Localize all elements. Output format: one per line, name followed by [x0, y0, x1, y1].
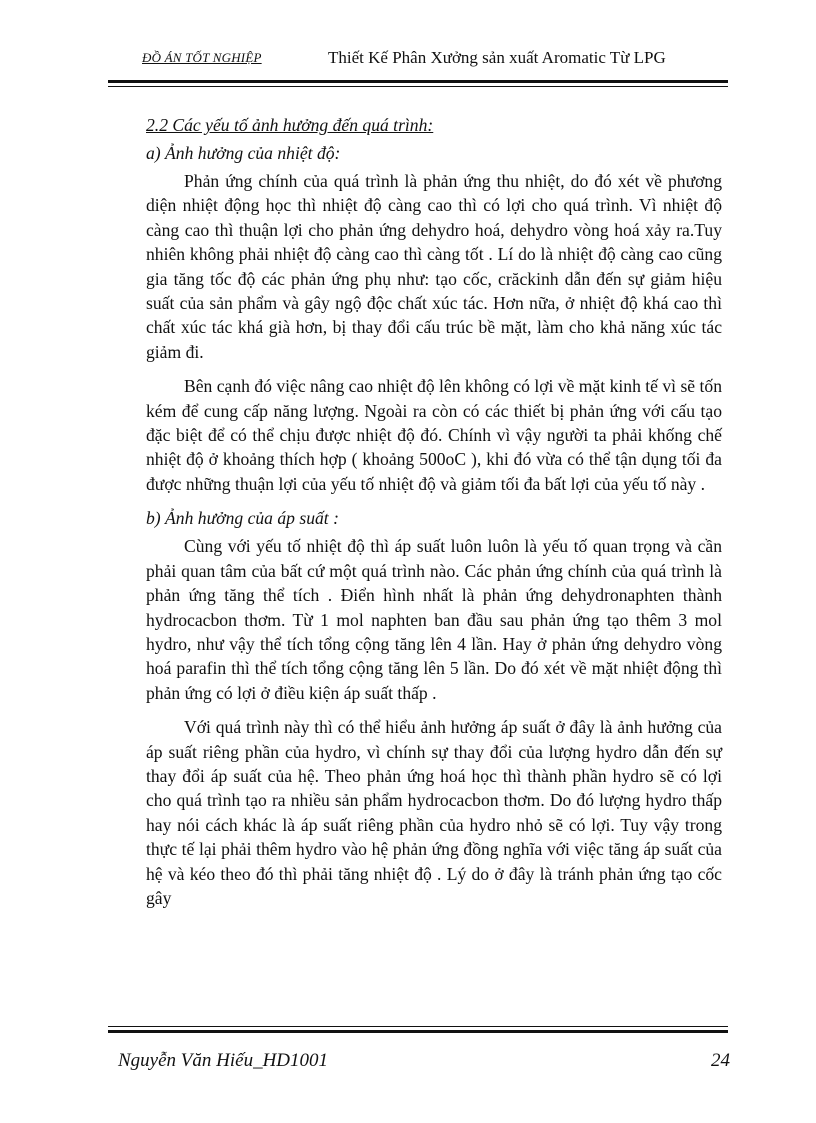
footer-divider-thick [108, 1030, 728, 1033]
footer-divider-thin [108, 1026, 728, 1027]
subsection-heading-temperature: a) Ảnh hưởng của nhiệt độ: [146, 143, 341, 163]
header-divider-thin [108, 86, 728, 87]
footer-author: Nguyễn Văn Hiếu_HD1001 [118, 1050, 329, 1071]
page-number: 24 [711, 1050, 730, 1071]
paragraph: Cùng với yếu tố nhiệt độ thì áp suất luôn luôn là yếu tố quan trọng và cần phải quan tâm của bất cứ một quá trình nào. Các phản ứng chính của quá trình là phản ứng tăng thể tích . Điển hình nhất là phản ứng dehydronaphten thành hydrocacbon thơm. Từ 1 mol naphten ban đầu sau phản ứng tạo thêm 3 mol hydro, như vậy thể tích tổng cộng tăng lên 4 lần. Hay ở phản ứng dehydro vòng hoá parafin thì thể tích tổng cộng tăng lên 5 lần. Do đó xét về mặt nhiệt động thì phản ứng có lợi ở điều kiện áp suất thấp . [146, 536, 722, 703]
header-thesis-label: ĐỒ ÁN TỐT NGHIỆP [142, 50, 262, 65]
header-document-title: Thiết Kế Phân Xưởng sản xuất Aromatic Từ LPG [328, 48, 666, 67]
paragraph: Với quá trình này thì có thể hiểu ảnh hưởng áp suất ở đây là ảnh hưởng của áp suất riêng phần của hydro, vì chính sự thay đổi của lượng hydro dẫn đến sự thay đổi áp suất của hệ. Theo phản ứng hoá học thì thành phần hydro sẽ có lợi cho quá trình tạo ra nhiều sản phẩm hydrocacbon thơm. Do đó lượng hydro thấp hay nói cách khác là áp suất riêng phần của hydro nhỏ sẽ có lợi. Tuy vậy trong thực tế lại phải thêm hydro vào hệ phản ứng đồng nghĩa với việc tăng áp suất của hệ và kéo theo đó thì phải tăng nhiệt độ . Lý do ở đây là tránh phản ứng tạo cốc gây [146, 717, 722, 908]
page-header [110, 46, 722, 76]
section-title: 2.2 Các yếu tố ảnh hưởng đến quá trình: [146, 115, 434, 135]
page-body [146, 113, 722, 920]
paragraph: Bên cạnh đó việc nâng cao nhiệt độ lên không có lợi về mặt kinh tế vì sẽ tốn kém để cung cấp năng lượng. Ngoài ra còn có các thiết bị phản ứng với cấu tạo đặc biệt để có thể chịu được nhiệt độ đó. Chính vì vậy người ta phải khống chế nhiệt độ ở khoảng thích hợp ( khoảng 500oC ), khi đó vừa có thể tận dụng tối đa được những thuận lợi của yếu tố nhiệt độ và giảm tối đa bất lợi của yếu tố này . [146, 376, 722, 494]
paragraph: Phản ứng chính của quá trình là phản ứng thu nhiệt, do đó xét về phương diện nhiệt động học thì nhiệt độ càng cao thì có lợi cho quá trình. Vì nhiệt độ càng cao thì thuận lợi cho phản ứng dehydro hoá, dehydro vòng hoá xảy ra.Tuy nhiên không phải nhiệt độ càng cao thì càng tốt . Lí do là nhiệt độ càng cao cũng gia tăng tốc độ các phản ứng phụ như: tạo cốc, crăckinh dẫn đến sự giảm hiệu suất của sản phẩm và gây ngộ độc chất xúc tác. Hơn nữa, ở nhiệt độ khá cao thì chất xúc tác khá già hơn, bị thay đổi cấu trúc bề mặt, làm cho khả năng xúc tác giảm đi. [146, 171, 722, 362]
subsection-heading-pressure: b) Ảnh hưởng của áp suất : [146, 508, 339, 529]
header-divider-thick [108, 80, 728, 83]
